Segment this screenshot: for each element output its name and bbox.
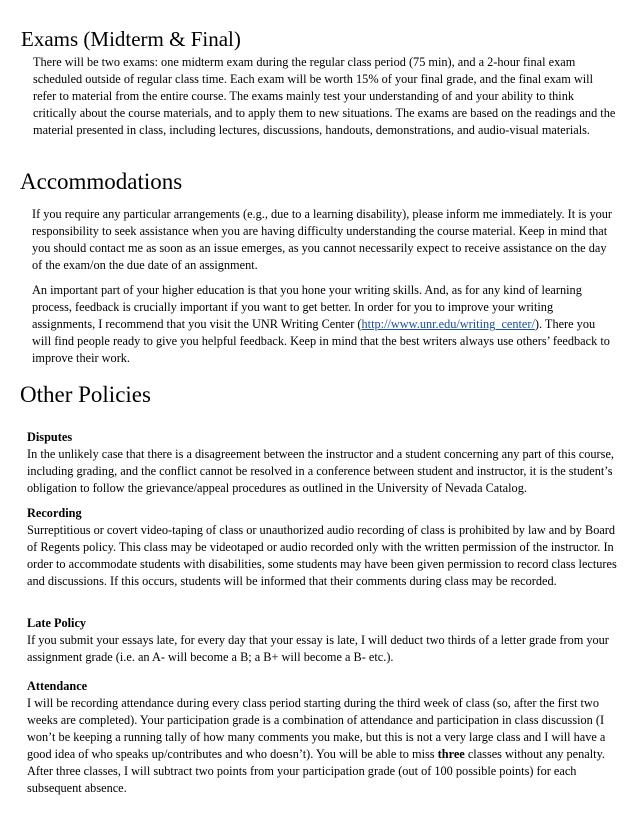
recording-body: Surreptitious or covert video-taping of class or unauthorized audio recording of class is prohibited by law and by Board of Regents policy. This class may be videotaped or audio recorded only with the written permission of the instructor. In order to accommodate students with disabilities, some students may have been given permission to record class lectures and discussions. If this occurs, students will be informed that their comments during class may be recorded. — [27, 523, 617, 588]
attendance-body-start: I will be recording attendance during every class period starting during the third week of class (so, after the first two weeks are completed). Your participation grade is a combination of attendance and participation in class discussion (I won’t be keeping a running tally of how many comments you make, but this is not a very large class and I will have a good idea of who speaks up/contributes and who doesn’t). You will be able to miss — [27, 696, 606, 761]
attendance-body — [27, 696, 605, 795]
disputes-title: Disputes — [27, 430, 73, 444]
attendance-title: Attendance — [27, 679, 88, 693]
exams-heading: Exams (Midterm & Final) — [21, 27, 241, 51]
late-policy-section — [27, 615, 617, 666]
attendance-body-end: classes without any penalty. After three classes, I will subtract two points from your participation grade (out of 100 possible points) for each subsequent absence. — [27, 747, 605, 795]
recording-title: Recording — [27, 506, 82, 520]
accommodations-paragraph-1: If you require any particular arrangements (e.g., due to a learning disability), please inform me immediately. It is your responsibility to seek assistance when you are having difficulty understanding the course material. Keep in mind that you should contact me as soon as an issue emerges, as you cannot necessarily expect to receive assistance on the day of the exam/on the due date of an assignment. — [32, 207, 613, 272]
accommodations-heading: Accommodations — [20, 169, 183, 194]
late-policy-body: If you submit your essays late, for every day that your essay is late, I will deduct two thirds of a letter grade from your assignment grade (i.e. an A- will become a B; a B+ will become a B- etc.). — [27, 633, 609, 664]
writing-center-link[interactable]: http://www.unr.edu/writing_center/ — [361, 317, 535, 331]
writing-text-after-link: ). There you will find people ready to give you helpful feedback. Keep in mind that the best writers always use others’ feedback to improve their work. — [32, 317, 610, 365]
exams-paragraph: There will be two exams: one midterm exam during the regular class period (75 min), and a 2-hour final exam scheduled outside of regular class time. Each exam will be worth 15% of your final grade, and the final exam will refer to material from the entire course. The exams mainly test your understanding of and your ability to think critically about the course materials, and to apply them to new situations. The exams are based on the readings and the material presented in class, including lectures, discussions, handouts, demonstrations, and audio-visual materials. — [33, 55, 616, 137]
writing-text-before-link: An important part of your higher education is that you hone your writing skills. And, as for any kind of learning process, feedback is crucially important if you want to get better. In order for you to improve your writing assignments, I recommend that you visit the UNR Writing Center ( — [32, 283, 582, 331]
late-policy-title: Late Policy — [27, 616, 87, 630]
disputes-body: In the unlikely case that there is a disagreement between the instructor and a student concerning any part of this course, including grading, and the conflict cannot be resolved in a conference between student and instructor, it is the student’s obligation to follow the grievance/appeal procedures as outlined in the University of Nevada Catalog. — [27, 447, 614, 495]
disputes-section — [27, 429, 617, 497]
attendance-section — [27, 678, 617, 797]
recording-section — [27, 505, 617, 590]
accommodations-paragraph-2 — [32, 282, 616, 367]
other-policies-heading: Other Policies — [20, 382, 151, 407]
attendance-bold-three: three — [437, 747, 465, 761]
